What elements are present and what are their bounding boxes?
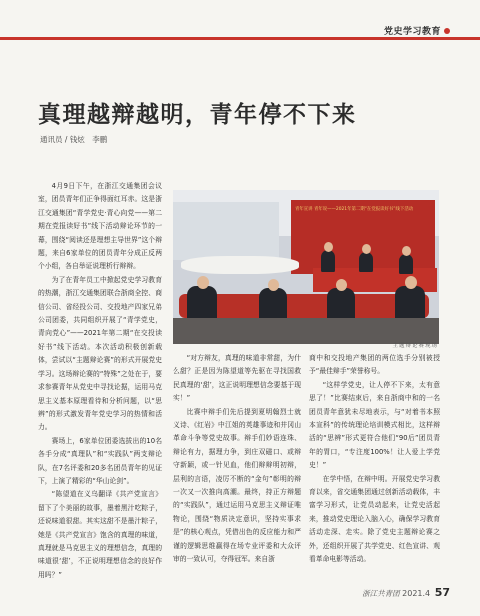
photo-table-left xyxy=(181,256,299,274)
photo-person xyxy=(395,286,425,320)
section-label: 党史学习教育 xyxy=(383,27,441,37)
photo-caption: 主题辩论赛现场 xyxy=(392,343,438,349)
photo-person-head xyxy=(336,279,347,291)
section-dot-icon xyxy=(444,28,450,34)
paragraph: “这样学党史，让人停不下来，太有意思了！”比赛结束后，来自浙商中和的一名团员青年意犹未尽地表示，与“对着书本照本宣科”的传统理论培训模式相比，这样辩活的“思辨”形式更符合他们“90后”团员青年的胃口，“专注度100%！让人爱上学党史！” xyxy=(309,380,440,470)
photo-person-head xyxy=(402,246,411,256)
text-column-3 xyxy=(309,352,440,567)
page-footer xyxy=(362,586,450,599)
paragraph: 比赛中辩手们先后提到夏明翰烈士就义诗、《红岩》中江姐的英雄事迹和井冈山革命斗争等党史故事。辩手们妙语连珠、辩论有力，据理力争，到庄双磁口、或辩守新颖，或一针见血，他们辩辩明初辩，层利的言语，凌厉不断的“金句”彰明的辩一次又一次推向高潮。最终，持正方辩题的“实践队”，通过运用马克思主义辩证唯物论，围绕“物质决定意识，坚持实事求是”的核心观点，凭借出色的反应能力和严谨的逻辑思维赢得在场专业评委和大众评审的一致认可，夺得冠军。来自浙 xyxy=(173,407,301,564)
paragraph: 为了在青年员工中掀起党史学习教育的热潮，浙江交通集团联合浙商全控、商信公司、省经投公司、交投地产四家兄弟公司团委，共同组织开展了“青学党史，青向党心”——2021年第二期“在交投读好书”线下活动。本次活动积极创新载体，尝试以“主题辩论赛”的形式开展党史学习。这场辩论赛的“特殊”之处在于，要求参赛青年从党史中寻找论据，运用马克思主义基本原理看待和分析问题，以“思辨”的形式激发青年党史学习的热情和活力。 xyxy=(38,275,162,432)
article-headline: 真理越辩越明，青年停不下来 xyxy=(38,102,357,128)
paragraph: “对方辩友，真理的味道非常甜，为什么甜？正是因为陈望道等先驱在寻找国救民真理的‘甜’，这正说明理想信念要基于现实！” xyxy=(173,354,301,403)
photo-person xyxy=(321,250,335,272)
photo-person xyxy=(259,288,287,320)
meeting-photo xyxy=(173,190,439,344)
photo-person xyxy=(399,254,413,274)
section-tag xyxy=(384,24,450,37)
photo-screen-text: 青年宣讲 青年说——2021年第二期“在党报读好书”线下活动 xyxy=(295,207,414,212)
photo-person-head xyxy=(362,244,371,254)
paragraph: 在学中悟，在辩中明。开展党史学习教育以来，省交通集团通过创新活动载体，丰富学习形式，让党员动起来，让党史活起来，推动党史理论入脑入心，确保学习教育活动走深、走实。除了党史主题辩论赛之外，还组织开展了共学党史、红色宣讲、观看革命电影等活动。 xyxy=(309,474,440,564)
photo-person-head xyxy=(268,279,279,291)
magazine-name: 浙江共青团 xyxy=(362,589,400,598)
paragraph: “陈望道在义乌翻译《共产党宣言》留下了个美丽的故事，墨着黑汁吃粽子，还说味道很甜。其实这甜不是墨汁粽子，她是《共产党宣言》饱含的真理的味道，真理就是马克思主义的理想信念，真理的味道很‘甜’，不正说明理想信念的良好作用吗？” xyxy=(38,490,162,579)
photo-person-head xyxy=(405,276,417,289)
paragraph: 赛场上，6家单位团委选拔出的10名各手分成“真理队”和“实践队”两支辩论队，在7名评委和20多名团员青年的见证下，上演了精彩的“华山论剑”。 xyxy=(38,436,162,485)
paragraph: 商中和交投地产集团的两位选手分别被授予“最佳辩手”荣誉称号。 xyxy=(309,354,440,376)
photo-person xyxy=(327,288,355,320)
photo-person xyxy=(359,252,373,272)
page-number: 57 xyxy=(434,586,450,599)
photo-window xyxy=(173,202,279,260)
text-column-2 xyxy=(173,352,301,567)
photo-person-head xyxy=(197,276,209,289)
paragraph: 4月9日下午，在浙江交通集团会议室，团员青年们正争得面红耳赤。这是浙江交通集团“青学党史·青心向党——第二期在党报读好书”线下活动辩论环节的一幕，围绕“阅读还是理想主导世界”这个辩题，来自6家单位的团员青年分成正反两个小组，各自举证说理析行辩辩。 xyxy=(38,182,162,271)
photo-person-head xyxy=(324,242,333,252)
article-byline: 通讯员 / 钱炫 李鹏 xyxy=(40,135,108,144)
photo-person xyxy=(187,286,217,320)
header-rule xyxy=(0,37,480,40)
text-column-1 xyxy=(38,180,162,582)
issue-number: 2021.4 xyxy=(402,589,431,598)
